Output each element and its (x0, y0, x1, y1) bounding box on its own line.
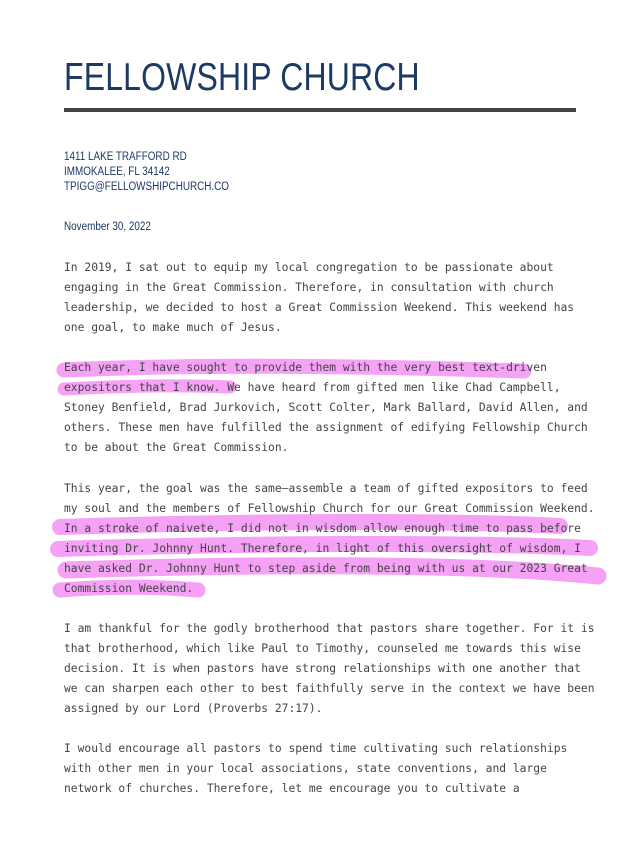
text-line: I am thankful for the godly brotherhood that pastors share together. For it is (64, 622, 595, 635)
text-line: decision. It is when pastors have strong relationships with one another that (64, 662, 581, 675)
text-line: In a stroke of naivete, I did not in wisdom allow enough time to pass before (64, 522, 581, 535)
text-line: to be about the Great Commission. (64, 441, 289, 454)
paragraph-encouragement (64, 739, 584, 799)
street-address: 1411 LAKE TRAFFORD RD (64, 151, 187, 163)
text-line: This year, the goal was the same—assemble a team of gifted expositors to feed (64, 482, 588, 495)
paragraph-decision (64, 479, 595, 599)
text-line: leadership, we decided to host a Great Commission Weekend. This weekend has (64, 301, 575, 314)
text-line: Each year, I have sought to provide them with the very best text-driven (64, 361, 547, 374)
text-line: I would encourage all pastors to spend time cultivating such relationships (64, 742, 568, 755)
paragraph-intro (64, 258, 584, 338)
city-state-zip: IMMOKALEE, FL 34142 (64, 166, 170, 178)
text-line: In 2019, I sat out to equip my local congregation to be passionate about (64, 261, 554, 274)
church-name-heading: FELLOWSHIP CHURCH (64, 56, 420, 99)
text-line: network of churches. Therefore, let me encourage you to cultivate a (64, 782, 520, 795)
text-line: my soul and the members of Fellowship Church for our Great Commission Weekend. (64, 502, 595, 515)
address-block (64, 150, 256, 195)
email-address: TPIGG@FELLOWSHIPCHURCH.CO (64, 181, 229, 193)
text-line: inviting Dr. Johnny Hunt. Therefore, in light of this oversight of wisdom, I (64, 542, 581, 555)
text-line: that brotherhood, which like Paul to Timothy, counseled me towards this wise (64, 642, 581, 655)
text-line: others. These men have fulfilled the assignment of edifying Fellowship Church (64, 421, 588, 434)
text-line: with other men in your local associations, state conventions, and large (64, 762, 547, 775)
text-line: expositors that I know. We have heard from gifted men like Chad Campbell, (64, 381, 561, 394)
text-line: Stoney Benfield, Brad Jurkovich, Scott Colter, Mark Ballard, David Allen, and (64, 401, 588, 414)
text-line: have asked Dr. Johnny Hunt to step aside from being with us at our 2023 Great (64, 562, 588, 575)
text-line: one goal, to make much of Jesus. (64, 321, 282, 334)
text-line: Commission Weekend. (64, 582, 194, 595)
letter-date: November 30, 2022 (64, 221, 151, 233)
text-line: engaging in the Great Commission. Therefore, in consultation with church (64, 281, 554, 294)
text-line: assigned by our Lord (Proverbs 27:17). (64, 702, 323, 715)
text-line: we can sharpen each other to best faithfully serve in the context we have been (64, 682, 595, 695)
paragraph-brotherhood (64, 619, 595, 719)
paragraph-speakers (64, 358, 588, 458)
header-divider (64, 108, 576, 112)
